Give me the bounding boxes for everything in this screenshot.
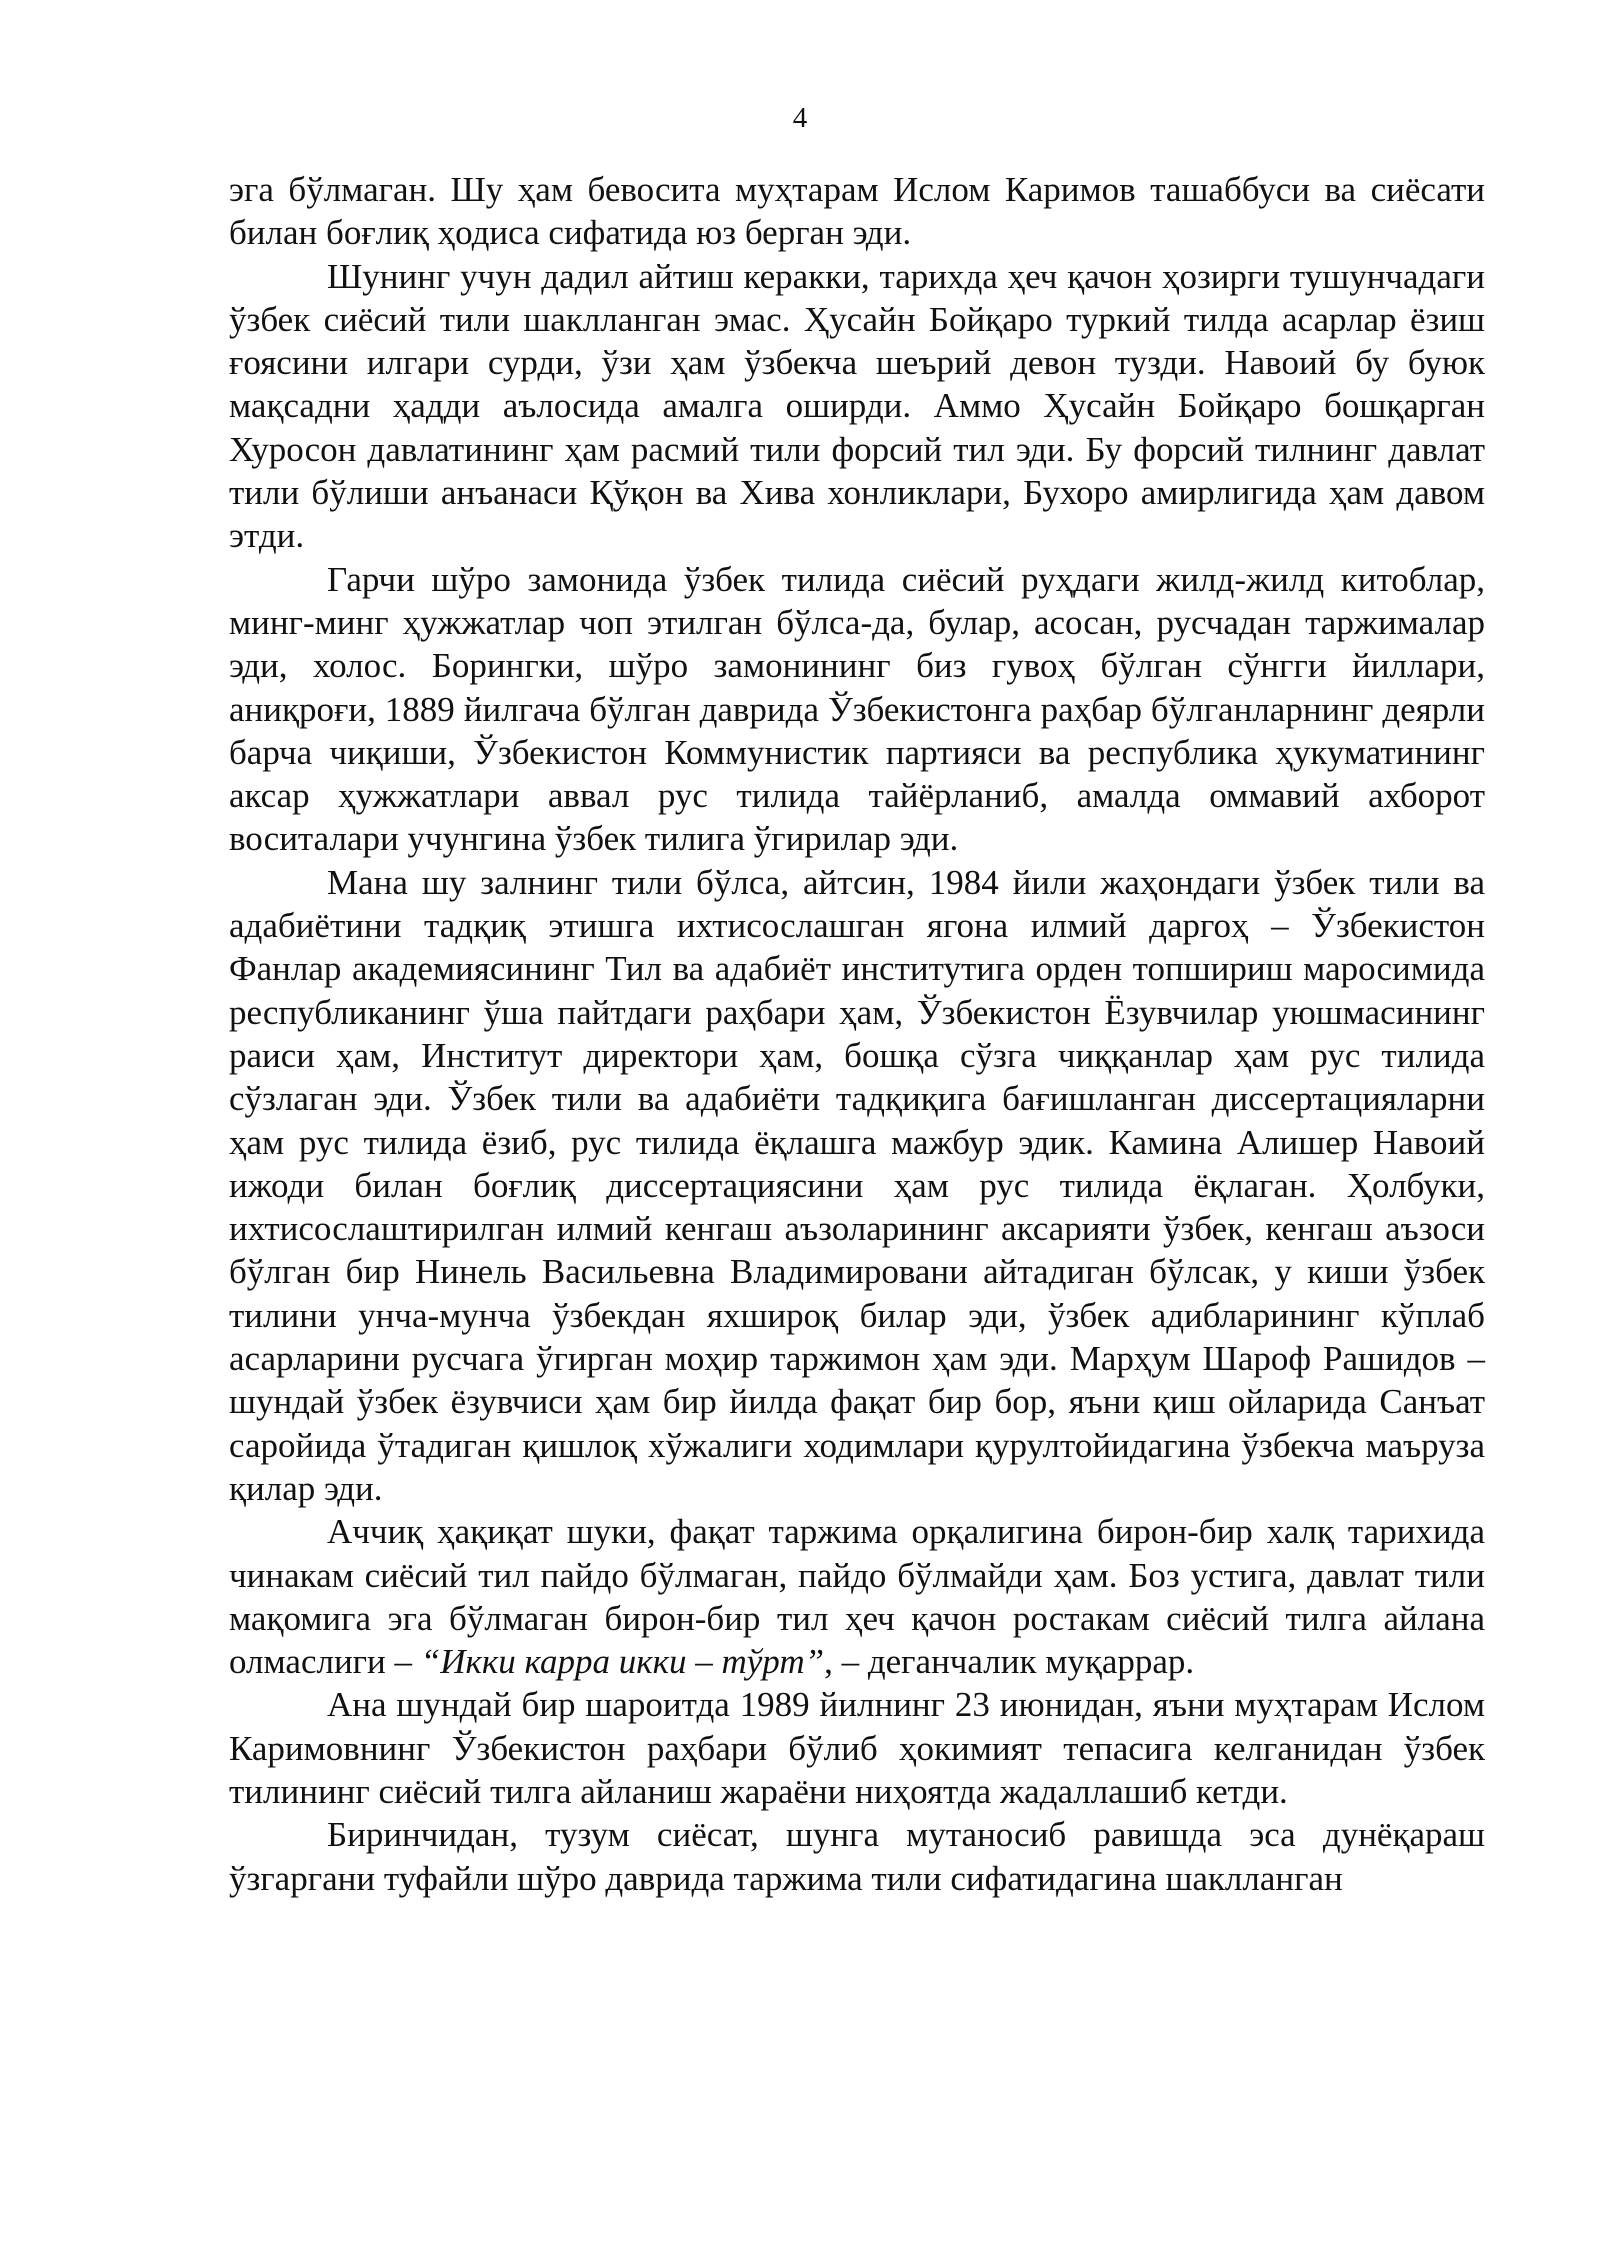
paragraph-1989-june: Ана шундай бир шароитда 1989 йилнинг 23 июнидан, яъни муҳтарам Ислом Каримовнинг Ўзбекистон раҳбари бўлиб ҳокимият тепасига келганидан ўзбек тилининг сиёсий тилга айланиш жараёни ниҳоятда жадаллашиб кетди. [229, 1685, 1485, 1811]
paragraph-political-language: Шунинг учун дадил айтиш керакки, тарихда ҳеч қачон ҳозирги тушунчадаги ўзбек сиёсий тили шаклланган эмас. Ҳусайн Бойқаро туркий тилда асарлар ёзиш ғоясини илгари сурди, ўзи ҳам ўзбекча шеърий девон тузди. Навоий бу буюк мақсадни ҳадди аълосида амалга оширди. Аммо Ҳусайн Бойқаро бошқарган Хуросон давлатининг ҳам расмий тили форсий тил эди. Бу форсий тилнинг давлат тили бўлиши анъанаси Қўқон ва Хива хонликлари, Бухоро амирлигида ҳам давом этди. [229, 256, 1485, 556]
italic-quote: “Икки карра икки – тўрт” [420, 1642, 825, 1682]
paragraph-academy-ceremony: Мана шу залнинг тили бўлса, айтсин, 1984 йили жаҳондаги ўзбек тили ва адабиётини тадқиқ этишга ихтисослашган ягона илмий даргоҳ – Ўзбекистон Фанлар академиясининг Тил ва адабиёт институтига орден топшириш маросимида республиканинг ўша пайтдаги раҳбари ҳам, Ўзбекистон Ёзувчилар уюшмасининг раиси ҳам, Институт директори ҳам, бошқа сўзга чиққанлар ҳам рус тилида сўзлаган эди. Ўзбек тили ва адабиёти тадқиқига бағишланган диссертацияларни ҳам рус тилида ёзиб, рус тилида ёқлашга мажбур эдик. Камина Алишер Навоий ижоди билан боғлиқ диссертациясини ҳам рус тилида ёқлаган. Ҳолбуки, ихтисослаштирилган илмий кенгаш аъзоларининг аксарияти ўзбек, кенгаш аъзоси бўлган бир Нинель Васильевна Владимировани айтадиган бўлсак, у киши ўзбек тилини унча-мунча ўзбекдан яхшироқ билар эди, ўзбек адибларининг кўплаб асарларини русчага ўгирган моҳир таржимон ҳам эди. Марҳум Шароф Рашидов – шундай ўзбек ёзувчиси ҳам бир йилда фақат бир бор, яъни қиш ойларида Санъат саройида ўтадиган қишлоқ хўжалиги ходимлари қурултойидагина ўзбекча маъруза қилар эди. [229, 862, 1485, 1508]
paragraph-text-after-quote: , – деганчалик муқаррар. [824, 1642, 1195, 1682]
page-number: 4 [792, 102, 808, 134]
paragraph-text-before-quote: Аччиқ ҳақиқат шуки, фақат таржима орқалигина бирон-бир халқ тарихида чинакам сиёсий тил пайдо бўлмаган, пайдо бўлмайди ҳам. Боз устига, давлат тили мақомига эга бўлмаган бирон-бир тил ҳеч қачон ростакам сиёсий тилга айлана олмаслиги – [229, 1512, 1485, 1682]
paragraph-continuation: эга бўлмаган. Шу ҳам бевосита муҳтарам Ислом Каримов ташаббуси ва сиёсати билан боғлиқ ҳодиса сифатида юз берган эди. [229, 170, 1485, 253]
document-body [229, 168, 1485, 1900]
paragraph-firstly: Биринчидан, тузум сиёсат, шунга мутаносиб равишда эса дунёқараш ўзгаргани туфайли шўро даврида таржима тили сифатидагина шаклланган [229, 1815, 1485, 1898]
paragraph-bitter-truth [229, 1510, 1485, 1683]
paragraph-soviet-era: Гарчи шўро замонида ўзбек тилида сиёсий руҳдаги жилд-жилд китоблар, минг-минг ҳужжатлар чоп этилган бўлса-да, булар, асосан, русчадан таржималар эди, холос. Борингки, шўро замонининг биз гувоҳ бўлган сўнгги йиллари, аниқроғи, 1889 йилгача бўлган даврида Ўзбекистонга раҳбар бўлганларнинг деярли барча чиқиши, Ўзбекистон Коммунистик партияси ва республика ҳукуматининг аксар ҳужжатлари аввал рус тилида тайёрланиб, амалда оммавий ахборот воситалари учунгина ўзбек тилига ўгирилар эди. [229, 559, 1485, 859]
